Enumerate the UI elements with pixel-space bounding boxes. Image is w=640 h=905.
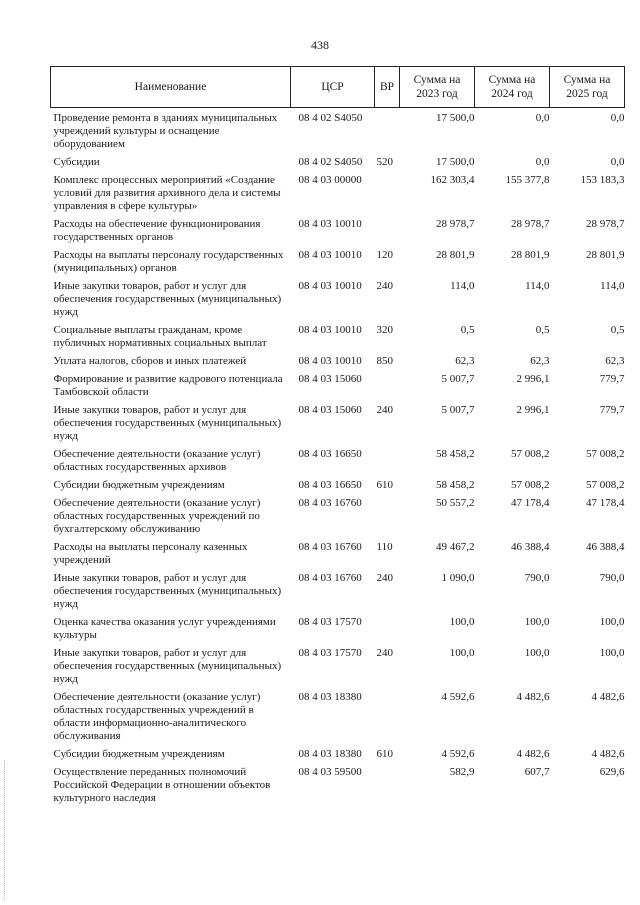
row-csr: 08 4 03 18380 (298, 748, 362, 760)
table-body (51, 108, 625, 811)
row-sum-2023: 62,3 (455, 355, 475, 367)
row-sum-2025: 4 482,6 (591, 691, 625, 703)
row-sum-2023: 49 467,2 (436, 541, 475, 553)
row-sum-2024: 155 377,8 (505, 174, 550, 186)
row-name: Иные закупки товаров, работ и услуг для обеспечения государственных (муниципальных) нужд (53, 404, 282, 442)
row-name: Осуществление переданных полномочий Российской Федерации в отношении объектов культурного наследия (53, 766, 271, 804)
row-sum-2023: 1 090,0 (441, 572, 475, 584)
row-sum-2023: 5 007,7 (441, 404, 475, 416)
row-sum-2025: 46 388,4 (586, 541, 625, 553)
row-vr (375, 691, 400, 748)
row-name: Иные закупки товаров, работ и услуг для обеспечения государственных (муниципальных) нужд (53, 647, 282, 685)
row-sum-2024: 28 978,7 (511, 218, 550, 230)
table-row (51, 647, 625, 691)
row-sum-2024: 0,0 (535, 112, 550, 124)
row-sum-2023: 4 592,6 (441, 748, 475, 760)
row-name: Субсидии бюджетным учреждениям (53, 479, 225, 491)
table-row (51, 691, 625, 748)
row-sum-2024: 2 996,1 (516, 404, 550, 416)
row-vr (375, 616, 400, 647)
table-row (51, 541, 625, 572)
table-row (51, 766, 625, 810)
row-sum-2025: 779,7 (599, 373, 625, 385)
budget-table (50, 66, 625, 810)
row-sum-2023: 114,0 (450, 280, 475, 292)
row-vr: 240 (376, 572, 393, 584)
row-sum-2024: 0,0 (535, 156, 550, 168)
header-vr: ВР (375, 67, 400, 108)
row-csr: 08 4 03 16760 (298, 497, 362, 509)
row-vr: 240 (376, 647, 393, 659)
row-csr: 08 4 03 15060 (298, 373, 362, 385)
table-row (51, 280, 625, 324)
row-sum-2025: 47 178,4 (586, 497, 625, 509)
row-sum-2025: 28 978,7 (586, 218, 625, 230)
row-vr: 850 (376, 355, 393, 367)
row-sum-2023: 582,9 (449, 766, 475, 778)
row-csr: 08 4 03 16760 (298, 572, 362, 584)
row-sum-2024: 100,0 (524, 616, 550, 628)
row-sum-2025: 153 183,3 (580, 174, 625, 186)
row-vr: 320 (376, 324, 393, 336)
row-name: Обеспечение деятельности (оказание услуг) областных государственных архивов (53, 448, 261, 473)
table-row (51, 448, 625, 479)
row-sum-2024: 0,5 (535, 324, 550, 336)
row-vr: 120 (376, 249, 393, 261)
row-csr: 08 4 03 10010 (298, 324, 362, 336)
row-csr: 08 4 03 00000 (298, 174, 362, 186)
row-vr: 240 (376, 404, 393, 416)
row-csr: 08 4 03 10010 (298, 280, 362, 292)
row-sum-2024: 114,0 (525, 280, 550, 292)
table-row (51, 174, 625, 218)
row-vr: 110 (376, 541, 393, 553)
row-sum-2025: 114,0 (600, 280, 625, 292)
row-vr: 240 (376, 280, 393, 292)
table-row (51, 748, 625, 766)
row-sum-2023: 100,0 (449, 647, 475, 659)
row-sum-2023: 5 007,7 (441, 373, 475, 385)
row-csr: 08 4 03 17570 (298, 647, 362, 659)
page-number: 438 (311, 38, 329, 52)
row-sum-2023: 58 458,2 (436, 479, 475, 491)
row-name: Проведение ремонта в зданиях муниципальных учреждений культуры и оснащение оборудованием (53, 112, 278, 150)
row-sum-2025: 790,0 (599, 572, 625, 584)
row-name: Оценка качества оказания услуг учреждениями культуры (53, 616, 276, 641)
row-csr: 08 4 03 10010 (298, 355, 362, 367)
row-name: Формирование и развитие кадрового потенциала Тамбовской области (53, 373, 283, 398)
row-sum-2024: 57 008,2 (511, 448, 550, 460)
table-row (51, 616, 625, 647)
table-header (51, 67, 625, 108)
margin-mark (4, 760, 6, 900)
row-vr (375, 174, 400, 218)
table-row (51, 249, 625, 280)
table-row (51, 156, 625, 174)
row-sum-2024: 2 996,1 (516, 373, 550, 385)
row-sum-2025: 779,7 (599, 404, 625, 416)
row-name: Иные закупки товаров, работ и услуг для обеспечения государственных (муниципальных) нужд (53, 572, 282, 610)
row-sum-2023: 100,0 (449, 616, 475, 628)
row-csr: 08 4 03 16650 (298, 448, 362, 460)
row-csr: 08 4 03 59500 (298, 766, 362, 778)
row-csr: 08 4 02 S4050 (298, 156, 363, 168)
table-row (51, 108, 625, 157)
row-sum-2025: 100,0 (599, 647, 625, 659)
row-sum-2024: 790,0 (524, 572, 550, 584)
row-sum-2023: 17 500,0 (436, 156, 475, 168)
row-name: Расходы на выплаты персоналу казенных учреждений (53, 541, 248, 566)
row-name: Субсидии (53, 156, 100, 168)
row-sum-2025: 0,0 (610, 156, 625, 168)
table-row (51, 355, 625, 373)
row-sum-2023: 4 592,6 (441, 691, 475, 703)
row-name: Социальные выплаты гражданам, кроме публичных нормативных социальных выплат (53, 324, 267, 349)
row-csr: 08 4 03 16650 (298, 479, 362, 491)
row-name: Расходы на обеспечение функционирования государственных органов (53, 218, 261, 243)
row-sum-2025: 62,3 (605, 355, 625, 367)
row-csr: 08 4 03 10010 (298, 218, 362, 230)
table-row (51, 324, 625, 355)
table-row (51, 497, 625, 541)
row-sum-2025: 0,0 (610, 112, 625, 124)
row-sum-2023: 58 458,2 (436, 448, 475, 460)
row-sum-2024: 47 178,4 (511, 497, 550, 509)
row-sum-2025: 629,6 (599, 766, 625, 778)
row-name: Обеспечение деятельности (оказание услуг) областных государственных учреждений в области информационно-аналитического обслуживания (53, 691, 261, 742)
table-row (51, 373, 625, 404)
header-sum-2025: Сумма на 2025 год (550, 67, 625, 108)
row-sum-2023: 28 801,9 (436, 249, 475, 261)
row-csr: 08 4 03 17570 (298, 616, 362, 628)
table-row (51, 479, 625, 497)
row-sum-2025: 57 008,2 (586, 448, 625, 460)
row-sum-2023: 17 500,0 (436, 112, 475, 124)
row-vr (375, 448, 400, 479)
row-sum-2024: 57 008,2 (511, 479, 550, 491)
row-name: Уплата налогов, сборов и иных платежей (53, 355, 247, 367)
row-csr: 08 4 03 18380 (298, 691, 362, 703)
row-csr: 08 4 03 10010 (298, 249, 362, 261)
row-name: Комплекс процессных мероприятий «Создание условий для развития архивного дела и системы управления в сфере культуры» (53, 174, 281, 212)
row-sum-2023: 28 978,7 (436, 218, 475, 230)
row-sum-2025: 0,5 (610, 324, 625, 336)
table-row (51, 218, 625, 249)
row-sum-2025: 28 801,9 (586, 249, 625, 261)
row-vr (375, 766, 400, 810)
row-vr: 610 (376, 748, 393, 760)
row-vr (375, 497, 400, 541)
table-row (51, 404, 625, 448)
row-sum-2023: 50 557,2 (436, 497, 475, 509)
header-sum-2024: Сумма на 2024 год (475, 67, 550, 108)
row-sum-2024: 607,7 (524, 766, 550, 778)
row-sum-2024: 100,0 (524, 647, 550, 659)
row-sum-2025: 57 008,2 (586, 479, 625, 491)
row-sum-2023: 0,5 (460, 324, 475, 336)
row-name: Иные закупки товаров, работ и услуг для обеспечения государственных (муниципальных) нужд (53, 280, 282, 318)
header-csr: ЦСР (291, 67, 375, 108)
header-sum-2023: Сумма на 2023 год (400, 67, 475, 108)
row-sum-2024: 46 388,4 (511, 541, 550, 553)
row-csr: 08 4 02 S4050 (298, 112, 363, 124)
row-name: Расходы на выплаты персоналу государственных (муниципальных) органов (53, 249, 284, 274)
row-sum-2024: 4 482,6 (516, 691, 550, 703)
row-vr: 520 (376, 156, 393, 168)
row-vr (375, 218, 400, 249)
row-vr: 610 (376, 479, 393, 491)
row-sum-2025: 4 482,6 (591, 748, 625, 760)
row-vr (375, 108, 400, 157)
row-name: Субсидии бюджетным учреждениям (53, 748, 225, 760)
row-name: Обеспечение деятельности (оказание услуг) областных государственных учреждений по бухгалтерскому обслуживанию (53, 497, 261, 535)
row-csr: 08 4 03 16760 (298, 541, 362, 553)
row-sum-2023: 162 303,4 (430, 174, 475, 186)
row-sum-2024: 4 482,6 (516, 748, 550, 760)
row-sum-2024: 62,3 (530, 355, 550, 367)
row-vr (375, 373, 400, 404)
header-name: Наименование (51, 67, 291, 108)
row-sum-2024: 28 801,9 (511, 249, 550, 261)
row-csr: 08 4 03 15060 (298, 404, 362, 416)
row-sum-2025: 100,0 (599, 616, 625, 628)
table-row (51, 572, 625, 616)
